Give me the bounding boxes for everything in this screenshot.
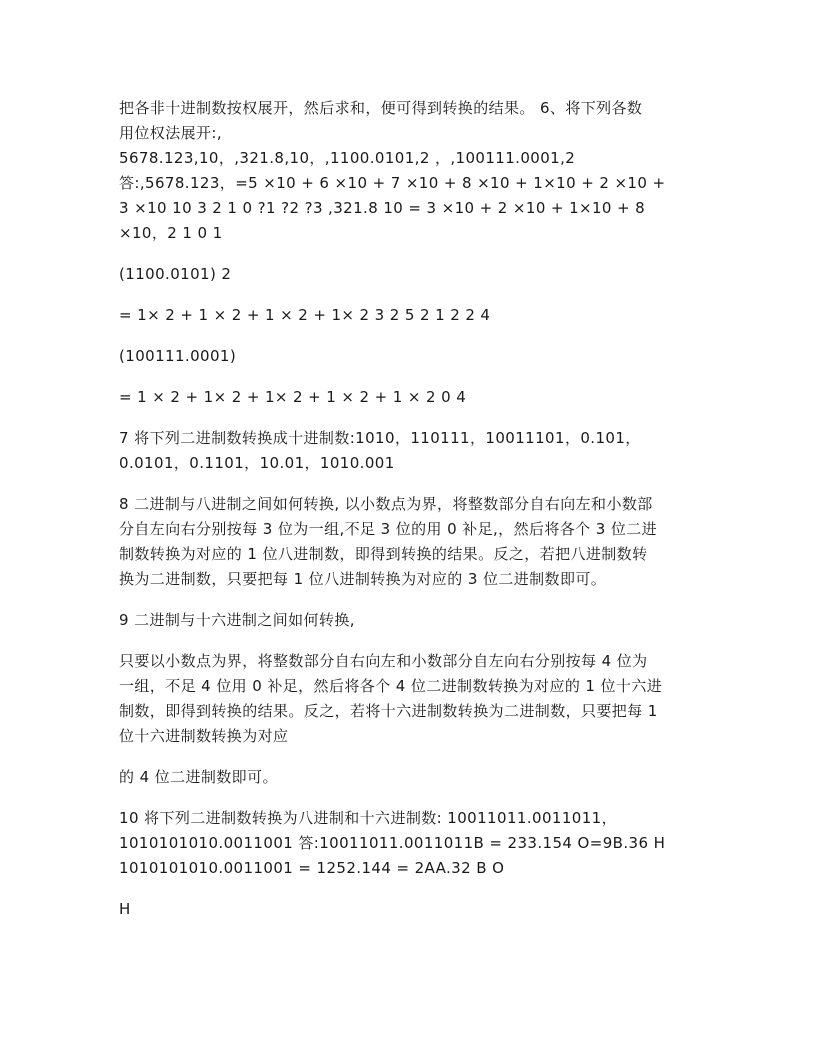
text-line: 9 二进制与十六进制之间如何转换, bbox=[119, 611, 355, 629]
text-line: 分自左向右分别按每 3 位为一组,不足 3 位的用 0 补足,，然后将各个 3 位二进 bbox=[119, 520, 658, 538]
paragraph-q8 bbox=[119, 492, 704, 592]
text-line: 3 ×10 10 3 2 1 0 ?1 ?2 ?3 ,321.8 10 = 3 ×10 + 2 ×10 + 1×10 + 8 bbox=[119, 199, 646, 217]
text-line: 0.0101，0.1101，10.01，1010.001 bbox=[119, 454, 395, 472]
paragraph-intro-q6 bbox=[119, 96, 704, 246]
paragraph-expansion-2 bbox=[119, 385, 704, 410]
text-line: 用位权法展开:, bbox=[119, 124, 223, 142]
text-line: 1010101010.0011001 = 1252.144 = 2AA.32 B O bbox=[119, 859, 505, 877]
text-line: 换为二进制数，只要把每 1 位八进制转换为对应的 3 位二进制数即可。 bbox=[119, 570, 607, 588]
text-line: 5678.123,10，,321.8,10，,1100.0101,2 ，,100111.0001,2 bbox=[119, 149, 576, 167]
text-line: (100111.0001) bbox=[119, 347, 237, 365]
text-line: 只要以小数点为界，将整数部分自右向左和小数部分自左向右分别按每 4 位为 bbox=[119, 652, 648, 670]
paragraph-q10 bbox=[119, 806, 704, 881]
paragraph-q9-answer bbox=[119, 649, 704, 749]
text-line: 答:,5678.123，=5 ×10 + 6 ×10 + 7 ×10 + 8 ×10 + 1×10 + 2 ×10 + bbox=[119, 174, 666, 192]
document-body bbox=[119, 96, 704, 938]
paragraph-q9 bbox=[119, 608, 704, 633]
paragraph-binary-2 bbox=[119, 344, 704, 369]
paragraph-binary-1 bbox=[119, 262, 704, 287]
paragraph-expansion-1 bbox=[119, 303, 704, 328]
text-line: 制数，即得到转换的结果。反之，若将十六进制数转换为二进制数，只要把每 1 bbox=[119, 702, 658, 720]
paragraph-q10-end bbox=[119, 897, 704, 922]
text-line: 的 4 位二进制数即可。 bbox=[119, 768, 278, 786]
text-line: H bbox=[119, 900, 131, 918]
paragraph-q7 bbox=[119, 426, 704, 476]
text-line: 一组，不足 4 位用 0 补足，然后将各个 4 位二进制数转换为对应的 1 位十六进 bbox=[119, 677, 663, 695]
text-line: 把各非十进制数按权展开，然后求和，便可得到转换的结果。 6、将下列各数 bbox=[119, 99, 643, 117]
text-line: 10 将下列二进制数转换为八进制和十六进制数: 10011011.0011011， bbox=[119, 809, 617, 827]
text-line: = 1× 2 + 1 × 2 + 1 × 2 + 1× 2 3 2 5 2 1 2 2 4 bbox=[119, 306, 491, 324]
text-line: 位十六进制数转换为对应 bbox=[119, 727, 289, 745]
text-line: 制数转换为对应的 1 位八进制数，即得到转换的结果。反之，若把八进制数转 bbox=[119, 545, 648, 563]
text-line: 7 将下列二进制数转换成十进制数:1010，110111，10011101，0.101， bbox=[119, 429, 641, 447]
paragraph-q9-answer-end bbox=[119, 765, 704, 790]
text-line: 8 二进制与八进制之间如何转换, 以小数点为界，将整数部分自右向左和小数部 bbox=[119, 495, 653, 513]
text-line: 1010101010.0011001 答:10011011.0011011B = 233.154 O=9B.36 H bbox=[119, 834, 666, 852]
text-line: ×10，2 1 0 1 bbox=[119, 224, 223, 242]
text-line: (1100.0101) 2 bbox=[119, 265, 232, 283]
text-line: = 1 × 2 + 1× 2 + 1× 2 + 1 × 2 + 1 × 2 0 4 bbox=[119, 388, 467, 406]
